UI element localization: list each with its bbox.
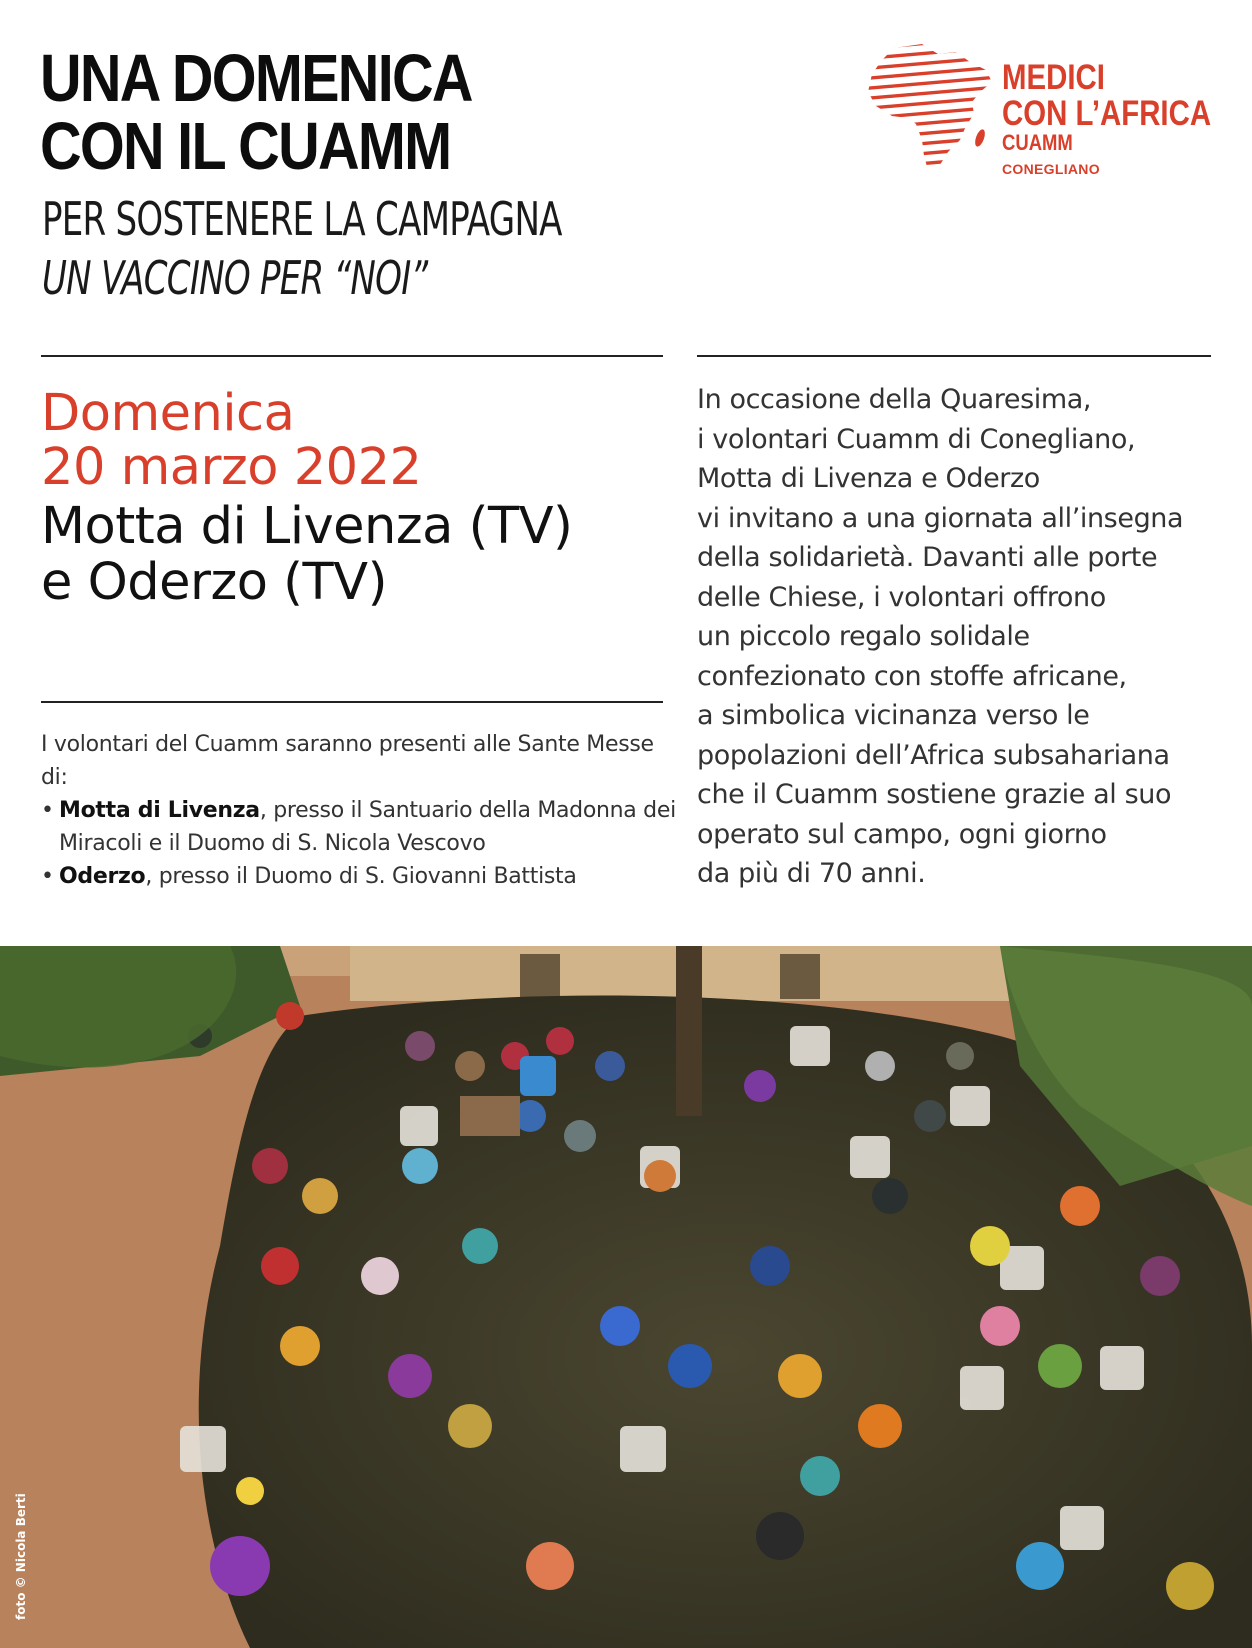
divider-left-bottom (41, 701, 663, 703)
subtitle-line-2: UN VACCINO PER “NOI” (42, 251, 428, 305)
paragraph-line: Motta di Livenza e Oderzo (697, 463, 1040, 494)
divider-left-top (41, 355, 663, 357)
subtitle-line-1: PER SOSTENERE LA CAMPAGNA (42, 192, 562, 246)
photo-illustration (0, 946, 1252, 1648)
location-detail: , presso il Duomo di S. Giovanni Battista (145, 864, 577, 889)
location-name: Motta di Livenza (59, 798, 260, 823)
vaccination-photo (0, 946, 1252, 1648)
location-detail: , presso il Santuario della Madonna dei Miracoli e il Duomo di S. Nicola Vescovo (59, 798, 676, 856)
logo-text-medici: MEDICI (1002, 58, 1105, 97)
event-date: 20 marzo 2022 (41, 438, 422, 497)
info-block (41, 728, 681, 893)
logo-text-cuamm: CUAMM (1002, 130, 1073, 155)
paragraph-line: a simbolica vicinanza verso le (697, 700, 1090, 731)
description-paragraph (697, 380, 1237, 894)
title-line-2: CON IL CUAMM (40, 109, 451, 184)
paragraph-line: operato sul campo, ogni giorno (697, 818, 1107, 850)
bullet-icon: • (41, 864, 54, 889)
paragraph-line: un piccolo regalo solidale (697, 621, 1030, 652)
info-intro: I volontari del Cuamm saranno presenti alle Sante Messe di: (41, 732, 654, 790)
location-name: Oderzo (59, 864, 146, 889)
paragraph-line: In occasione della Quaresima, (697, 384, 1092, 415)
paragraph-line: da più di 70 anni. (697, 858, 926, 889)
event-day: Domenica (41, 384, 295, 443)
africa-map-icon (864, 40, 994, 175)
logo-text-conegliano: CONEGLIANO (1002, 161, 1100, 177)
cuamm-logo (864, 40, 1224, 180)
paragraph-line: popolazioni dell’Africa subsahariana (697, 739, 1170, 771)
paragraph-line: i volontari Cuamm di Conegliano, (697, 423, 1136, 455)
paragraph-line: che il Cuamm sostiene grazie al suo (697, 779, 1172, 810)
location-item (41, 794, 681, 860)
photo-credit: foto © Nicola Berti (14, 1493, 28, 1620)
location-item (41, 860, 681, 893)
logo-text-con-lafrica: CON L’AFRICA (1002, 94, 1212, 133)
paragraph-line: della solidarietà. Davanti alle porte (697, 542, 1158, 573)
event-place-line-2: e Oderzo (TV) (41, 553, 387, 612)
bullet-icon: • (41, 798, 54, 823)
divider-right-top (697, 355, 1211, 357)
paragraph-line: delle Chiese, i volontari offrono (697, 581, 1106, 613)
event-place-line-1: Motta di Livenza (TV) (41, 497, 573, 556)
paragraph-line: vi invitano a una giornata all’insegna (697, 502, 1184, 534)
title-line-1: UNA DOMENICA (40, 41, 472, 116)
paragraph-line: confezionato con stoffe africane, (697, 660, 1127, 692)
